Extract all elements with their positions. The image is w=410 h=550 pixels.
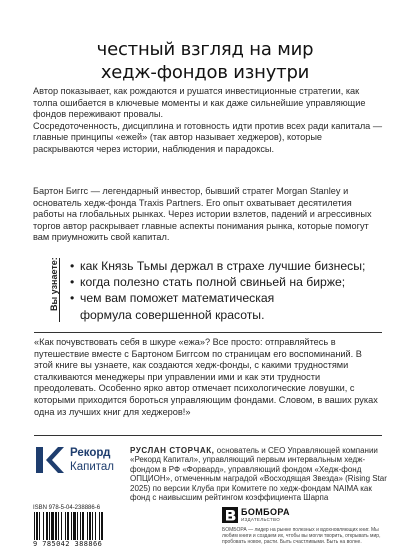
quote-text: «Как почувствовать себя в шкуре «ежа»? Все просто: отправляйтесь в путешествие вместе с Бартоном Биггсом по страницам его воспоминаний. В этой книге вы узнаете, как создаются хедж-фонды, с какими трудностями сталкиваются менеджеры при управлении ими и как эти трудности преодолевать. Особенно ярко автор отмечает психологические ловушки, с которыми приходится бороться управляющим фондами. Словом, в ваших руках одна из лучших книг для хеджеров!»	[34, 337, 378, 417]
quote-block	[34, 332, 382, 436]
learn-item: формула совершенной красоты.	[80, 307, 265, 322]
learn-item: • как Князь Тьмы держал в страхе лучшие бизнесы;	[70, 259, 366, 273]
barcode-icon	[33, 512, 123, 540]
record-capital-logo-text	[70, 446, 114, 474]
bullet-dot: •	[70, 259, 75, 273]
bombora-subtitle: ИЗДАТЕЛЬСТВО	[241, 517, 281, 522]
bombora-description: БОМБОРА — лидер на рынке полезных и вдохновляющих книг. Мы любим книги и создаем их, чтобы вы могли творить, открывать мир, пробовать новое, расти. Быть счастливыми. Быть на волне.	[222, 527, 381, 545]
reviewer-description: основатель и CEO Управляющей компании «Рекорд Капитал», управляющий первым интервальным хедж-фондом в РФ «Форвард», управляющий фондом «Хедж-фонд ОПЦИОН», отмеченным наградой «Восходящая Звезда» (Rising Star 2025) по версии Клуба при Комитете по хедж-фондам NAIMA как фонд с наивысшим рейтингом коэффициента Шарпа	[130, 446, 387, 503]
learn-item: • когда полезно стать полной свиньей на бирже;	[70, 275, 346, 290]
headline	[0, 38, 410, 84]
logo-line-2: Капитал	[70, 461, 114, 473]
intro-text	[33, 86, 383, 156]
intro-paragraph-1: Автор показывает, как рождаются и рушатся инвестиционные стратегии, как толпа ошибается в ключевые моменты и как даже сильнейшие управляющие фондов переживают провалы.	[33, 86, 366, 120]
bombora-logo-icon	[222, 507, 238, 523]
bullet-dot: •	[70, 275, 75, 290]
you-learn-divider	[59, 258, 60, 322]
bombora-name: БОМБОРА	[241, 507, 290, 517]
learn-item: • чем вам поможет математическая	[70, 291, 275, 306]
logo-line-1: Рекорд	[70, 447, 111, 459]
reviewer-name: РУСЛАН СТОРЧАК,	[130, 446, 215, 455]
intro-paragraph-2: Сосредоточенность, дисциплина и готовность идти против всех ради капитала — главные принципы «ежей» (так автор называет хеджеров), которые раскрываются через истории, наблюдения и парадоксы.	[33, 120, 383, 154]
you-learn-label: Вы узнаете:	[49, 257, 59, 311]
isbn: ISBN 978-5-04-238886-6	[33, 505, 101, 511]
bullet-dot: •	[70, 291, 75, 306]
reviewer-bio	[130, 446, 390, 502]
barcode-number: 9 785042 388866	[33, 540, 103, 548]
you-learn-list	[70, 258, 365, 323]
record-capital-logo-icon	[34, 445, 64, 475]
you-learn-block	[40, 258, 385, 322]
headline-line-1: честный взгляд на мир	[96, 39, 314, 60]
author-paragraph: Бартон Биггс — легендарный инвестор, бывший стратег Morgan Stanley и основатель хедж-фонда Traxis Partners. Его опыт охватывает десятилетия работы на глобальных рынках. Через истории взлетов, падений и агрессивных торгов автор раскрывает главные аспекты понимания рынка, которые помогут вам приумножить свой капитал.	[33, 186, 372, 243]
headline-line-2: хедж-фондов изнутри	[100, 62, 310, 83]
